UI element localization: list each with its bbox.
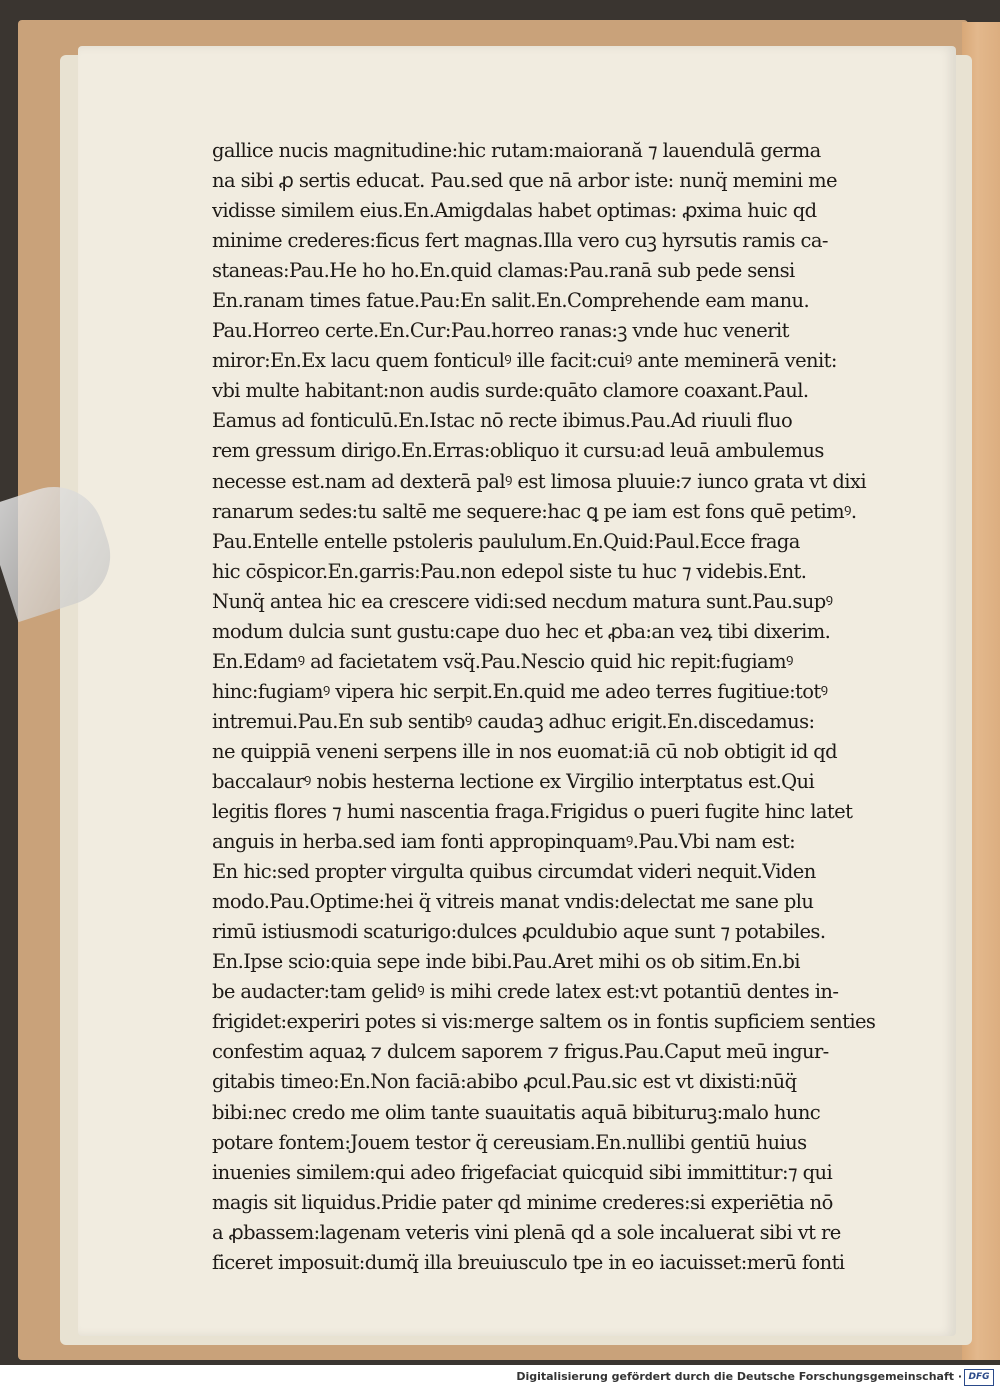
text-line: vbi multe habitant:non audis surde:quāto clamore coaxant.Paul.: [212, 379, 809, 403]
text-line: intremui.Pau.En sub sentibꝰ caudaꝫ adhuc erigit.En.discedamus:: [212, 709, 815, 733]
text-line: ne quippiā veneni serpens ille in nos euomat:iā cū nob obtigit id qd: [212, 739, 838, 763]
text-line: inuenies similem:qui adeo frigefaciat quicquid sibi immittitur:⁊ qui: [212, 1160, 833, 1184]
text-line: hic cōspicor.En.garris:Pau.non edepol siste tu huc ⁊ videbis.Ent.: [212, 559, 807, 583]
text-line: En.ranam times fatue.Pau:En salit.En.Comprehende eam manu.: [212, 289, 810, 313]
text-line: En.Edamꝰ ad facietatem vsq̈.Pau.Nescio quid hic repit:fugiamꝰ: [212, 649, 793, 673]
text-line: vidisse similem eius.En.Amigdalas habet optimas: ꝓxima huic qd: [212, 199, 817, 223]
text-line: gallice nucis magnitudine:hic rutam:maiorană ⁊ lauendulā germa: [212, 139, 821, 162]
text-line: Eamus ad fonticulū.En.Istac nō recte ibimus.Pau.Ad riuuli fluo: [212, 409, 793, 433]
text-line: miror:En.Ex lacu quem fonticulꝰ ille facit:cuiꝰ ante meminerā venit:: [212, 349, 837, 373]
text-line: staneas:Pau.He ho ho.En.quid clamas:Pau.ranā sub pede sensi: [212, 259, 795, 283]
text-line: Nunq̈ antea hic ea crescere vidi:sed necdum matura sunt.Pau.supꝰ: [212, 589, 833, 613]
footer-bar: [0, 1365, 1000, 1391]
dfg-logo-icon: DFG: [964, 1369, 994, 1386]
text-line: na sibi ꝓ sertis educat. Pau.sed que nā arbor iste: nunq̈ memini me: [212, 169, 837, 193]
text-line: confestim aquaꝝ ⁊ dulcem saporem ⁊ frigus.Pau.Caput meū ingur-: [212, 1040, 829, 1064]
text-line: potare fontem:Jouem testor q̈ cereusiam.En.nullibi gentiū huius: [212, 1130, 807, 1154]
text-line: En.Ipse scio:quia sepe inde bibi.Pau.Aret mihi os ob sitim.En.bi: [212, 950, 800, 974]
text-line: frigidet:experiri potes si vis:merge saltem os in fontis supficiem senties: [212, 1010, 876, 1034]
text-line: ficeret imposuit:dumq̈ illa breuiusculo tpe in eo iacuisset:merū fonti: [212, 1250, 845, 1274]
text-line: ranarum sedes:tu saltē me sequere:hac ꝗ pe iam est fons quē petimꝰ.: [212, 499, 857, 523]
text-line: En hic:sed propter virgulta quibus circumdat videri nequit.Viden: [212, 860, 816, 884]
text-line: modum dulcia sunt gustu:cape duo hec et ꝓba:an veꝝ tibi dixerim.: [212, 619, 831, 643]
text-line: necesse est.nam ad dexterā palꝰ est limosa pluuie:⁊ iunco grata vt dixi: [212, 469, 866, 493]
text-line: modo.Pau.Optime:hei q̈ vitreis manat vndis:delectat me sane plu: [212, 890, 814, 914]
text-line: rem gressum dirigo.En.Erras:obliquo it cursu:ad leuā ambulemus: [212, 439, 824, 463]
footer-credit: Digitalisierung gefördert durch die Deutsche Forschungsgemeinschaft ·: [516, 1370, 962, 1383]
text-line: gitabis timeo:En.Non faciā:abibo ꝓcul.Pau.sic est vt dixisti:nūq̈: [212, 1070, 797, 1094]
text-line: a ꝓbassem:lagenam veteris vini plenā qd a sole incaluerat sibi vt re: [212, 1220, 841, 1244]
text-line: baccalaurꝰ nobis hesterna lectione ex Virgilio interptatus est.Qui: [212, 769, 815, 793]
text-line: Pau.Horreo certe.En.Cur:Pau.horreo ranas:ꝫ vnde huc venerit: [212, 319, 789, 343]
text-line: anguis in herba.sed iam fonti appropinquamꝰ.Pau.Vbi nam est:: [212, 830, 796, 854]
text-line: magis sit liquidus.Pridie pater qd minime crederes:si experiētia nō: [212, 1190, 833, 1214]
text-line: Pau.Entelle entelle pstoleris paululum.En.Quid:Paul.Ecce fraga: [212, 529, 800, 553]
text-line: minime crederes:ficus fert magnas.Illa vero cuꝫ hyrsutis ramis ca-: [212, 229, 828, 253]
text-line: bibi:nec credo me olim tante suauitatis aquā bibituruꝫ:malo hunc: [212, 1100, 821, 1124]
text-line: rimū istiusmodi scaturigo:dulces ꝓculdubio aque sunt ⁊ potabiles.: [212, 920, 826, 944]
text-line: be audacter:tam gelidꝰ is mihi crede latex est:vt potantiū dentes in-: [212, 980, 839, 1004]
page-text-block: [212, 136, 882, 1278]
text-line: legitis flores ⁊ humi nascentia fraga.Frigidus o pueri fugite hinc latet: [212, 800, 853, 824]
text-line: hinc:fugiamꝰ vipera hic serpit.En.quid me adeo terres fugitiue:totꝰ: [212, 679, 828, 703]
